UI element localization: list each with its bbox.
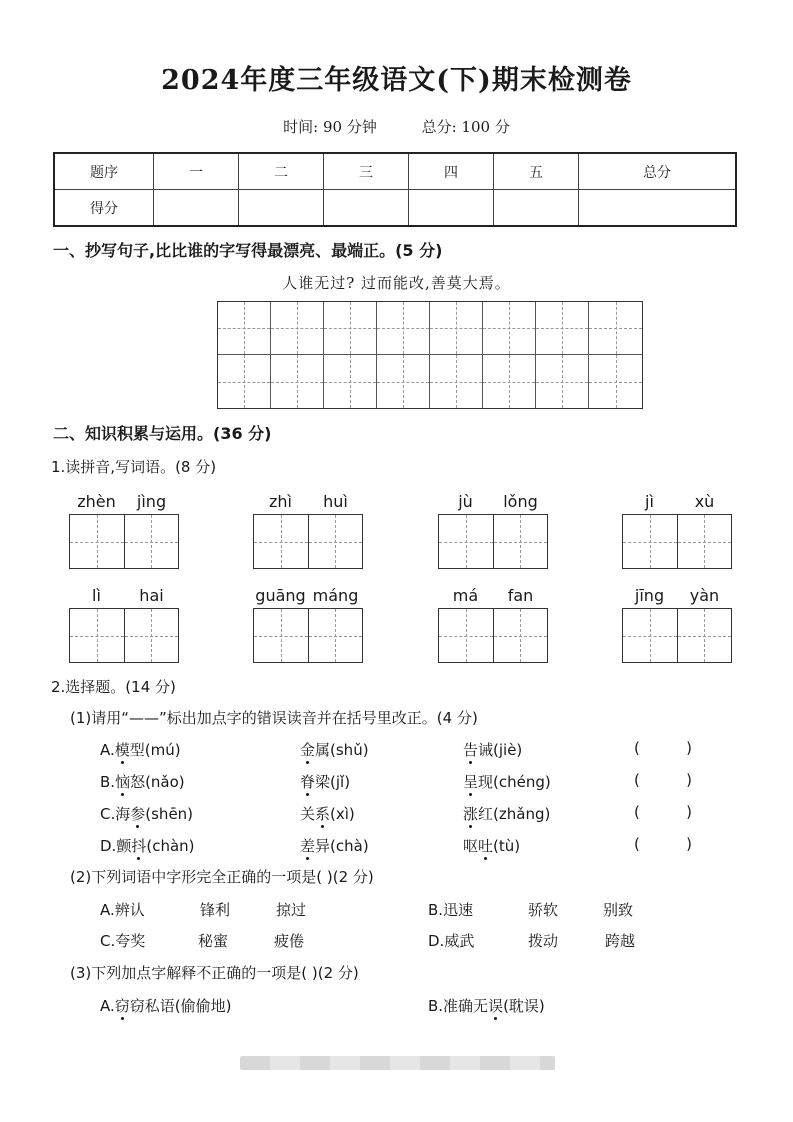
option-word: C.海参(shēn) — [100, 805, 194, 823]
score-input-cell[interactable] — [409, 190, 494, 227]
tian-grid[interactable] — [253, 514, 363, 569]
answer-parens[interactable]: ( ) — [634, 803, 692, 821]
grid-cell[interactable] — [324, 355, 377, 408]
score-table-score-row — [54, 190, 736, 227]
exam-info — [0, 116, 793, 137]
copy-sentence: 人谁无过? 过而能改,善莫大焉。 — [282, 274, 511, 292]
time-limit: 时间: 90 分钟 — [283, 118, 377, 136]
score-input-cell[interactable] — [239, 190, 324, 227]
option-word: B.迅速 — [428, 901, 474, 919]
pinyin-label: jì — [645, 492, 654, 511]
answer-parens[interactable]: ( ) — [634, 771, 692, 789]
pinyin-label: zhì — [269, 492, 292, 511]
pinyin-label: yàn — [689, 586, 720, 605]
score-input-cell[interactable] — [154, 190, 239, 227]
answer-parens[interactable]: ( ) — [634, 835, 692, 853]
score-input-cell[interactable] — [324, 190, 409, 227]
option-word: D.颤抖(chàn) — [100, 837, 195, 855]
option-word: 掠过 — [276, 901, 307, 919]
option-word: 跨越 — [605, 932, 636, 950]
pinyin-label: lǒng — [503, 492, 538, 511]
option-word: A.窃窃私语(偷偷地) — [100, 997, 232, 1015]
score-table-cell: 一 — [154, 153, 239, 190]
q1-prompt: 1.读拼音,写词语。(8 分) — [51, 458, 217, 476]
pinyin-item — [69, 586, 179, 663]
score-table-cell: 二 — [239, 153, 324, 190]
grid-cell[interactable] — [536, 355, 589, 408]
grid-cell[interactable] — [324, 302, 377, 355]
option-word: 关系(xì) — [300, 805, 355, 823]
option-word: B.准确无误(耽误) — [428, 997, 545, 1015]
q2-sub1-prompt: (1)请用“——”标出加点字的错误读音并在括号里改正。(4 分) — [70, 709, 478, 727]
option-word: 别致 — [603, 901, 634, 919]
grid-cell[interactable] — [430, 355, 483, 408]
option-word: A.模型(mú) — [100, 741, 181, 759]
option-word: 骄软 — [528, 901, 559, 919]
pinyin-label: guāng — [255, 586, 306, 605]
tian-grid[interactable] — [253, 608, 363, 663]
tian-grid[interactable] — [438, 514, 548, 569]
pinyin-label: jīng — [634, 586, 665, 605]
grid-cell[interactable] — [589, 302, 642, 355]
pinyin-item — [622, 492, 732, 569]
pinyin-item — [438, 586, 548, 663]
pinyin-label: jù — [458, 492, 473, 511]
pinyin-label: máng — [312, 586, 359, 605]
tian-grid[interactable] — [69, 514, 179, 569]
option-word: 呈现(chéng) — [463, 773, 551, 791]
option-word: A.辨认 — [100, 901, 145, 919]
grid-cell[interactable] — [377, 302, 430, 355]
pinyin-label: zhèn — [77, 492, 116, 511]
grid-cell[interactable] — [218, 355, 271, 408]
q2-sub2-prompt: (2)下列词语中字形完全正确的一项是( )(2 分) — [70, 868, 374, 886]
tian-grid[interactable] — [622, 514, 732, 569]
pinyin-item — [253, 586, 363, 663]
score-table-cell: 题序 — [54, 153, 154, 190]
option-word: 疲倦 — [274, 932, 305, 950]
grid-cell[interactable] — [483, 355, 536, 408]
grid-cell[interactable] — [218, 302, 271, 355]
score-table-cell: 五 — [494, 153, 579, 190]
pinyin-label: hai — [139, 586, 164, 605]
score-table — [53, 152, 737, 227]
option-word: 脊梁(jǐ) — [300, 773, 351, 791]
section2-heading: 二、知识积累与运用。(36 分) — [53, 424, 272, 443]
pinyin-item — [69, 492, 179, 569]
writing-grid[interactable] — [217, 301, 643, 409]
pinyin-label: xù — [694, 492, 715, 511]
option-word: 呕吐(tù) — [463, 837, 521, 855]
score-table-cell: 三 — [324, 153, 409, 190]
option-word: 金属(shǔ) — [300, 741, 369, 759]
option-word: C.夸奖 — [100, 932, 146, 950]
section1-heading: 一、抄写句子,比比谁的字写得最漂亮、最端正。(5 分) — [53, 241, 443, 260]
grid-cell[interactable] — [430, 302, 483, 355]
score-table-cell: 总分 — [579, 153, 737, 190]
footer-watermark — [240, 1056, 555, 1070]
answer-parens[interactable]: ( ) — [634, 739, 692, 757]
pinyin-item — [253, 492, 363, 569]
tian-grid[interactable] — [438, 608, 548, 663]
pinyin-label: jìng — [136, 492, 167, 511]
pinyin-label: lì — [92, 586, 101, 605]
pinyin-label: fan — [507, 586, 534, 605]
tian-grid[interactable] — [69, 608, 179, 663]
score-row-label: 得分 — [54, 190, 154, 227]
option-word: 涨红(zhǎng) — [463, 805, 551, 823]
grid-cell[interactable] — [483, 302, 536, 355]
grid-cell[interactable] — [589, 355, 642, 408]
pinyin-item — [438, 492, 548, 569]
option-word: 拨动 — [528, 932, 559, 950]
pinyin-label: huì — [323, 492, 348, 511]
grid-cell[interactable] — [377, 355, 430, 408]
grid-cell[interactable] — [271, 302, 324, 355]
score-table-header-row — [54, 153, 736, 190]
pinyin-item — [622, 586, 732, 663]
option-word: 秘蜜 — [198, 932, 229, 950]
tian-grid[interactable] — [622, 608, 732, 663]
option-word: D.威武 — [428, 932, 475, 950]
total-score: 总分: 100 分 — [421, 118, 510, 136]
grid-cell[interactable] — [536, 302, 589, 355]
q2-sub3-prompt: (3)下列加点字解释不正确的一项是( )(2 分) — [70, 964, 359, 982]
grid-cell[interactable] — [271, 355, 324, 408]
score-table-cell: 四 — [409, 153, 494, 190]
exam-title: 2024年度三年级语文(下)期末检测卷 — [161, 65, 632, 96]
score-input-cell[interactable] — [579, 190, 737, 227]
option-word: 差异(chà) — [300, 837, 369, 855]
option-word: 告诫(jiè) — [463, 741, 523, 759]
score-input-cell[interactable] — [494, 190, 579, 227]
pinyin-label: má — [452, 586, 479, 605]
option-word: 锋利 — [200, 901, 231, 919]
option-word: B.恼怒(nǎo) — [100, 773, 185, 791]
q2-prompt: 2.选择题。(14 分) — [51, 678, 176, 696]
